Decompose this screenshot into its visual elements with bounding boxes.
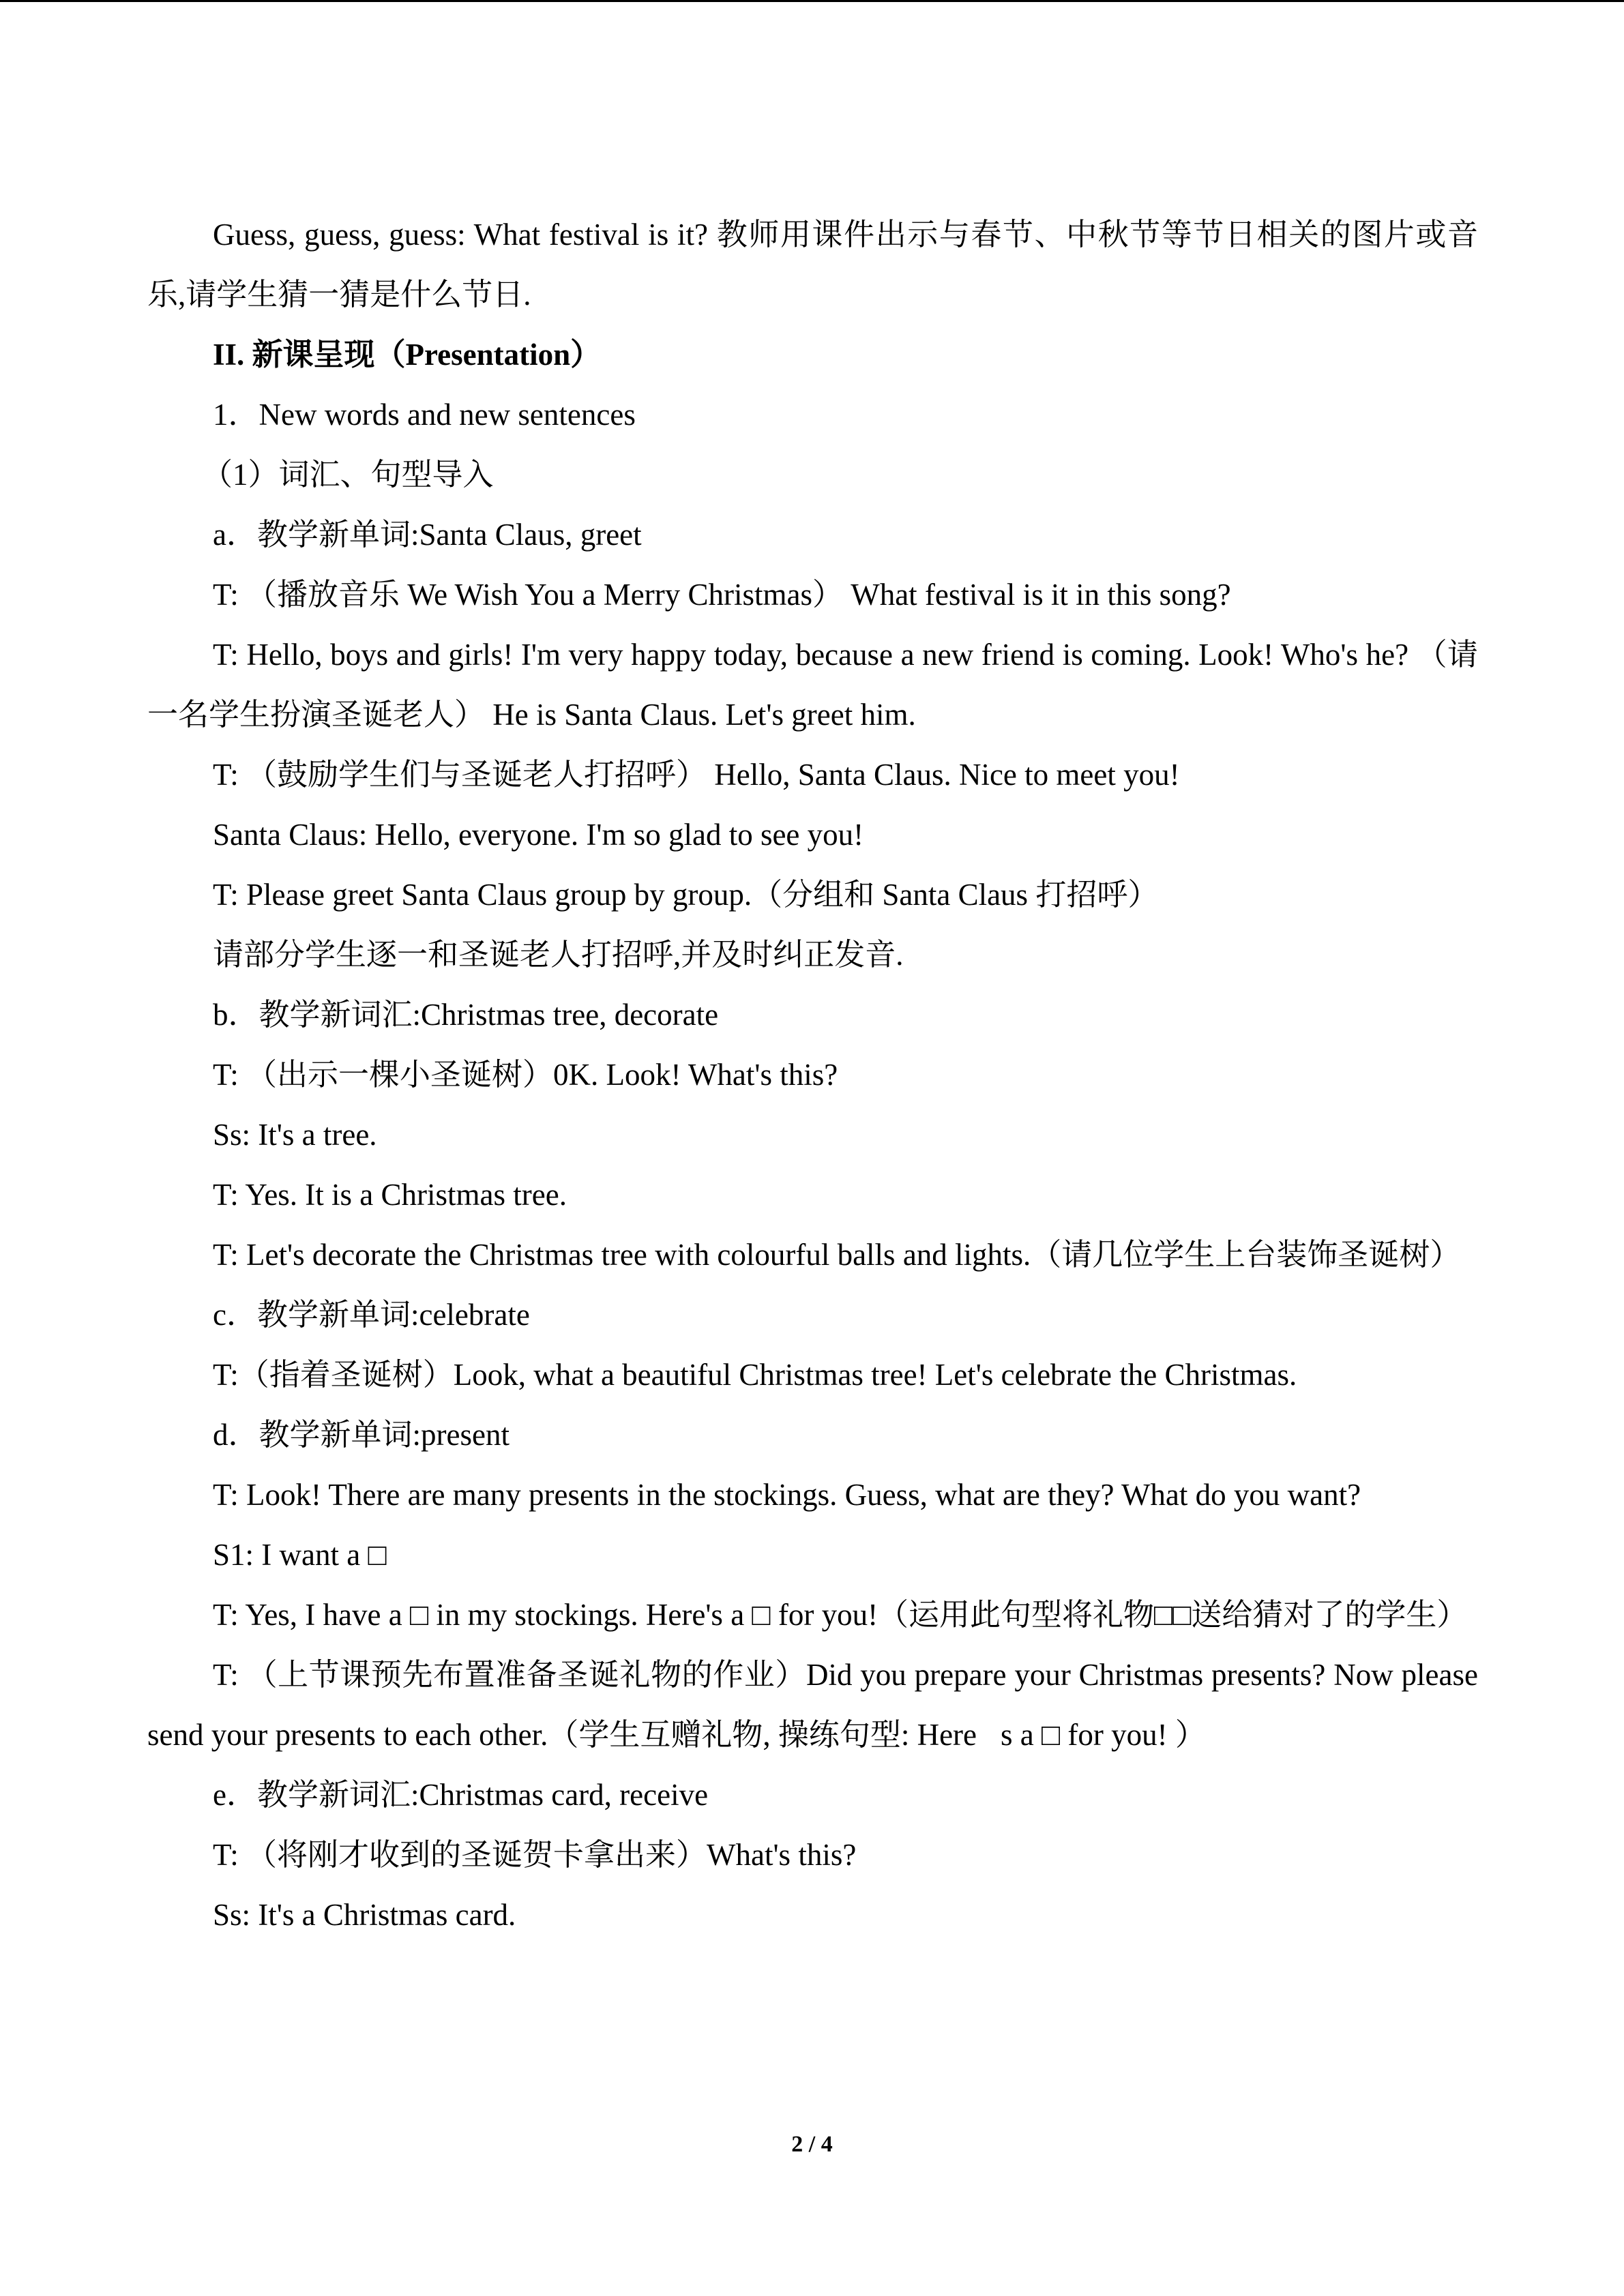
item-b-heading: b．教学新词汇:Christmas tree, decorate bbox=[213, 998, 719, 1032]
dialogue-paragraph-decorate: T: Let's decorate the Christmas tree with colourful balls and lights.（请几位学生上台装饰圣诞树） bbox=[213, 1238, 1461, 1272]
dialogue-line: T: Please greet Santa Claus group by group.（分组和 Santa Claus 打招呼） bbox=[213, 878, 1159, 912]
item-e-heading: e．教学新词汇:Christmas card, receive bbox=[213, 1778, 709, 1812]
dialogue-line: T: （出示一棵小圣诞树）0K. Look! What's this? bbox=[213, 1058, 838, 1092]
subheading-new-words: 1．New words and new sentences bbox=[213, 398, 636, 432]
dialogue-paragraph-exchange: T: （上节课预先布置准备圣诞礼物的作业）Did you prepare your Christmas presents? Now please send your presents to each other.（学生互赠礼物, 操练句型: Here⃞s a □ for you! ） bbox=[147, 1658, 1478, 1752]
top-border-rule bbox=[0, 0, 1624, 2]
dialogue-line: Santa Claus: Hello, everyone. I'm so glad to see you! bbox=[213, 818, 864, 852]
dialogue-paragraph-santa: T: Hello, boys and girls! I'm very happy today, because a new friend is coming. Look! Who's he? （请一名学生扮演圣诞老人） He is Santa Claus. Let's greet him. bbox=[147, 638, 1478, 732]
paragraph-guess-festival: Guess, guess, guess: What festival is it? 教师用课件出示与春节、中秋节等节日相关的图片或音乐,请学生猜一猜是什么节日. bbox=[147, 218, 1478, 312]
item-d-heading: d．教学新单词:present bbox=[213, 1418, 510, 1452]
section-heading-presentation: II. 新课呈现（Presentation） bbox=[213, 338, 602, 372]
dialogue-line: S1: I want a □ bbox=[213, 1538, 387, 1572]
item-c-heading: c．教学新单词:celebrate bbox=[213, 1298, 530, 1332]
dialogue-line: T: Look! There are many presents in the stockings. Guess, what are they? What do you want? bbox=[213, 1478, 1361, 1512]
dialogue-line: T: Yes. It is a Christmas tree. bbox=[213, 1178, 567, 1212]
dialogue-line: Ss: It's a Christmas card. bbox=[213, 1898, 516, 1932]
page-number: 2 / 4 bbox=[791, 2132, 833, 2157]
dialogue-line: T: （将刚才收到的圣诞贺卡拿出来）What's this? bbox=[213, 1838, 857, 1872]
dialogue-paragraph-presents: T: Yes, I have a □ in my stockings. Here's a □ for you!（运用此句型将礼物□□送给猜对了的学生） bbox=[213, 1598, 1468, 1632]
dialogue-line: Ss: It's a tree. bbox=[213, 1118, 377, 1152]
document-body bbox=[147, 205, 1478, 1945]
instruction-line: 请部分学生逐一和圣诞老人打招呼,并及时纠正发音. bbox=[213, 938, 904, 972]
dialogue-line: T:（指着圣诞树）Look, what a beautiful Christmas tree! Let's celebrate the Christmas. bbox=[213, 1358, 1297, 1392]
dialogue-line: T: （播放音乐 We Wish You a Merry Christmas） What festival is it in this song? bbox=[213, 578, 1231, 612]
item-a-heading: a．教学新单词:Santa Claus, greet bbox=[213, 518, 642, 552]
dialogue-line: T: （鼓励学生们与圣诞老人打招呼） Hello, Santa Claus. Nice to meet you! bbox=[213, 758, 1180, 792]
subheading-vocabulary-intro: （1）词汇、句型导入 bbox=[202, 458, 494, 492]
